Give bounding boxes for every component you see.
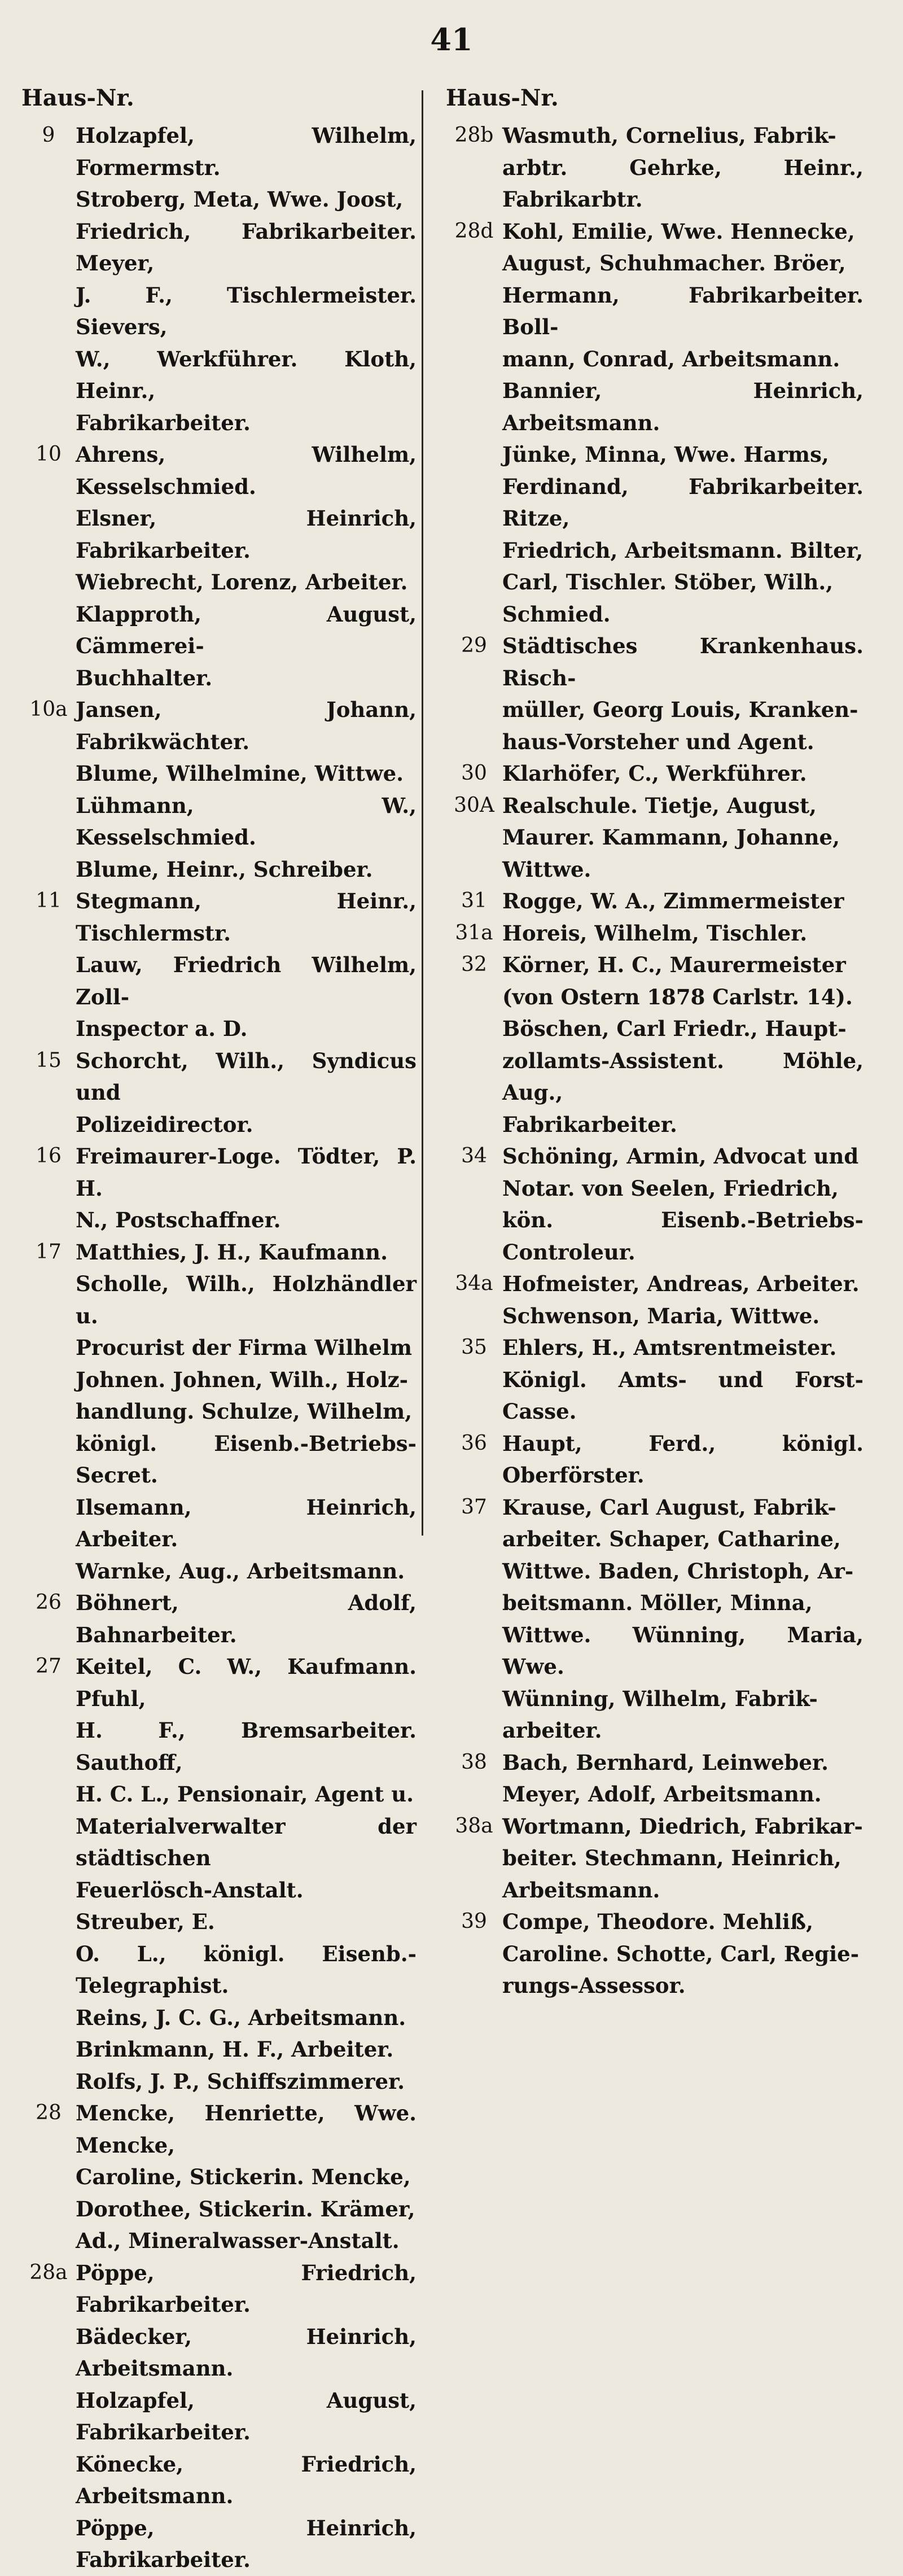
resident-list: [502, 216, 863, 631]
entry-line: Klapproth, August, Cämmerei-: [76, 601, 417, 658]
entry-line: Wasmuth, Cornelius, Fabrik-: [502, 123, 836, 148]
resident-list: [76, 1587, 417, 1651]
entry-line: Lühmann, W., Kesselschmied.: [76, 793, 417, 850]
left-column: [21, 85, 417, 2576]
entry-line: Wünning, Wilhelm, Fabrik-: [502, 1686, 818, 1711]
house-number: 10a: [29, 698, 68, 721]
entry-line: königl. Eisenb.-Betriebs-Secret.: [76, 1431, 417, 1488]
resident-list: [502, 790, 863, 886]
resident-list: [502, 949, 863, 1140]
house-number: 17: [36, 1240, 62, 1263]
directory-entry: [21, 1587, 417, 1651]
entry-line: Klarhöfer, C., Werkführer.: [502, 761, 807, 786]
resident-list: [502, 1140, 863, 1268]
entry-line: Hermann, Fabrikarbeiter. Boll-: [502, 282, 863, 339]
resident-list: [502, 917, 863, 950]
entry-line: Arbeitsmann.: [502, 1877, 660, 1903]
entry-line: Friedrich, Fabrikarbeiter. Meyer,: [76, 218, 417, 275]
resident-list: [502, 630, 863, 758]
entry-line: Johnen. Johnen, Wilh., Holz-: [76, 1367, 409, 1392]
resident-list: [502, 120, 863, 216]
entry-line: Lauw, Friedrich Wilhelm, Zoll-: [76, 952, 417, 1009]
house-number: 28a: [29, 2260, 68, 2284]
entry-line: Maurer. Kammann, Johanne,: [502, 825, 840, 850]
resident-list: [76, 2097, 417, 2257]
house-number: 30A: [454, 793, 494, 817]
house-number: 38a: [455, 1814, 493, 1838]
directory-entry: [21, 120, 417, 439]
entry-line: arbeiter.: [502, 1718, 602, 1743]
entry-line: Königl. Amts- und Forst-Casse.: [502, 1367, 863, 1424]
entry-line: Krause, Carl August, Fabrik-: [502, 1494, 836, 1520]
entry-line: Jünke, Minna, Wwe. Harms,: [502, 442, 829, 467]
entry-line: Schwenson, Maria, Wittwe.: [502, 1303, 820, 1328]
house-number: 37: [461, 1495, 487, 1519]
entry-line: N., Postschaffner.: [76, 1208, 281, 1232]
entry-line: H. C. L., Pensionair, Agent u.: [76, 1782, 414, 1807]
entry-line: Ferdinand, Fabrikarbeiter. Ritze,: [502, 474, 863, 531]
house-number: 26: [36, 1591, 62, 1614]
entry-line: Schmied.: [502, 601, 611, 627]
entry-line: Friedrich, Arbeitsmann. Bilter,: [502, 537, 863, 563]
entry-line: Realschule. Tietje, August,: [502, 793, 817, 818]
entry-line: Fabrikarbeiter.: [76, 410, 251, 435]
house-number: 28b: [454, 124, 494, 147]
entry-line: Holzapfel, August, Fabrikarbeiter.: [76, 2387, 417, 2444]
entry-line: Polizeidirector.: [76, 1112, 253, 1137]
house-number: 27: [36, 1655, 62, 1678]
entry-line: Wittwe. Baden, Christoph, Ar-: [502, 1558, 854, 1584]
entry-line: Freimaurer-Loge. Tödter, P. H.: [76, 1144, 417, 1201]
entry-line: Carl, Tischler. Stöber, Wilh.,: [502, 570, 834, 594]
entry-line: Wiebrecht, Lorenz, Arbeiter.: [76, 570, 408, 594]
entry-line: Inspector a. D.: [76, 1016, 248, 1041]
entry-line: Procurist der Firma Wilhelm: [76, 1335, 413, 1360]
directory-entry: [21, 885, 417, 1045]
directory-entry: [446, 949, 863, 1140]
house-number: 36: [461, 1431, 487, 1455]
entry-line: Körner, H. C., Maurermeister: [502, 952, 846, 977]
entry-line: Stroberg, Meta, Wwe. Joost,: [76, 187, 404, 212]
resident-list: [76, 1045, 417, 1141]
directory-entry: [446, 1810, 863, 1906]
house-number: 28d: [454, 219, 494, 243]
entry-line: müller, Georg Louis, Kranken-: [502, 697, 858, 722]
directory-entry: [446, 885, 863, 917]
entry-line: Matthies, J. H., Kaufmann.: [76, 1239, 388, 1265]
house-number: 31: [461, 889, 487, 912]
house-number: 35: [461, 1336, 487, 1359]
entry-line: Haupt, Ferd., königl. Oberförster.: [502, 1431, 863, 1488]
entry-line: J. F., Tischlermeister. Sievers,: [76, 282, 417, 339]
directory-entry: [446, 1332, 863, 1428]
entry-line: Holzapfel, Wilhelm, Formermstr.: [76, 123, 417, 180]
entry-line: Caroline. Schotte, Carl, Regie-: [502, 1941, 860, 1966]
entry-line: Stegmann, Heinr., Tischlermstr.: [76, 889, 417, 946]
directory-entry: [21, 1651, 417, 2097]
entry-line: Scholle, Wilh., Holzhändler u.: [76, 1271, 417, 1328]
entry-line: Blume, Heinr., Schreiber.: [76, 856, 373, 882]
entry-line: Pöppe, Heinrich, Fabrikarbeiter.: [76, 2515, 417, 2572]
entry-line: Brinkmann, H. F., Arbeiter.: [76, 2037, 394, 2062]
entry-line: (von Ostern 1878 Carlstr. 14).: [502, 984, 853, 1009]
directory-entry: [21, 439, 417, 694]
entry-line: Wittwe. Wünning, Maria, Wwe.: [502, 1622, 863, 1679]
entry-line: Warnke, Aug., Arbeitsmann.: [76, 1558, 405, 1584]
house-number: 30: [461, 762, 487, 785]
directory-entry: [446, 758, 863, 790]
resident-list: [76, 2257, 417, 2576]
entry-line: Böschen, Carl Friedr., Haupt-: [502, 1016, 847, 1041]
column-divider: [422, 90, 423, 1536]
entry-line: Rolfs, J. P., Schiffszimmerer.: [76, 2068, 405, 2094]
entry-line: Feuerlösch-Anstalt. Streuber, E.: [76, 1877, 304, 1934]
directory-entry: [446, 1428, 863, 1492]
entry-line: arbeiter. Schaper, Catharine,: [502, 1527, 841, 1551]
resident-list: [502, 758, 863, 790]
entry-line: Böhnert, Adolf, Bahnarbeiter.: [76, 1590, 417, 1647]
entry-line: haus-Vorsteher und Agent.: [502, 729, 814, 754]
entry-line: arbtr. Gehrke, Heinr., Fabrikarbtr.: [502, 155, 863, 212]
entry-line: Bannier, Heinrich, Arbeitsmann.: [502, 378, 863, 435]
entry-line: Ahrens, Wilhelm, Kesselschmied.: [76, 442, 417, 499]
house-number: 29: [461, 634, 487, 657]
entry-line: Meyer, Adolf, Arbeitsmann.: [502, 1782, 822, 1807]
entry-line: Schöning, Armin, Advocat und: [502, 1144, 859, 1169]
house-number-header: Haus-Nr.: [21, 85, 134, 111]
directory-entry: [446, 216, 863, 631]
directory-entry: [446, 1492, 863, 1747]
page-number: 41: [430, 21, 473, 58]
entry-line: Hofmeister, Andreas, Arbeiter.: [502, 1271, 860, 1296]
house-number: 38: [461, 1750, 487, 1774]
directory-entry: [446, 917, 863, 950]
house-number: 39: [461, 1910, 487, 1933]
entry-line: Bach, Bernhard, Leinweber.: [502, 1750, 829, 1775]
entry-line: Schorcht, Wilh., Syndicus und: [76, 1048, 417, 1105]
entry-line: rungs-Assessor.: [502, 1973, 686, 1998]
entry-line: Mencke, Henriette, Wwe. Mencke,: [76, 2101, 417, 2158]
directory-entry: [21, 1045, 417, 1141]
entry-line: handlung. Schulze, Wilhelm,: [76, 1399, 413, 1424]
entry-line: Buchhalter.: [76, 665, 213, 690]
house-number: 15: [36, 1048, 62, 1072]
entry-line: kön. Eisenb.-Betriebs-Controleur.: [502, 1208, 863, 1265]
entry-list: [446, 120, 863, 2002]
resident-list: [76, 439, 417, 694]
resident-list: [502, 885, 863, 917]
resident-list: [502, 1906, 863, 2002]
directory-entry: [446, 120, 863, 216]
house-number: 9: [42, 124, 55, 147]
entry-line: Wittwe.: [502, 856, 591, 882]
entry-line: Wortmann, Diedrich, Fabrikar-: [502, 1813, 863, 1839]
entry-line: Ehlers, H., Amtsrentmeister.: [502, 1335, 837, 1360]
entry-line: Ilsemann, Heinrich, Arbeiter.: [76, 1494, 417, 1551]
directory-entry: [21, 1140, 417, 1236]
entry-line: O. L., königl. Eisenb.-Telegraphist.: [76, 1941, 417, 1998]
entry-line: zollamts-Assistent. Möhle, Aug.,: [502, 1048, 863, 1105]
entry-line: Notar. von Seelen, Friedrich,: [502, 1175, 839, 1201]
resident-list: [76, 120, 417, 439]
entry-line: Dorothee, Stickerin. Krämer,: [76, 2196, 415, 2221]
house-number: 34a: [455, 1272, 493, 1295]
entry-line: Kohl, Emilie, Wwe. Hennecke,: [502, 218, 855, 244]
resident-list: [76, 1236, 417, 1587]
entry-line: Elsner, Heinrich, Fabrikarbeiter.: [76, 506, 417, 563]
house-number: 16: [36, 1144, 62, 1167]
resident-list: [76, 1140, 417, 1236]
entry-line: Bädecker, Heinrich, Arbeitsmann.: [76, 2324, 417, 2381]
directory-entry: [446, 1268, 863, 1332]
entry-line: Jansen, Johann, Fabrikwächter.: [76, 697, 417, 754]
resident-list: [502, 1492, 863, 1747]
entry-line: Compe, Theodore. Mehliß,: [502, 1909, 813, 1934]
resident-list: [502, 1268, 863, 1332]
house-number: 28: [36, 2101, 62, 2124]
house-number: 10: [36, 443, 62, 466]
directory-entry: [21, 2097, 417, 2257]
directory-entry: [446, 1747, 863, 1810]
entry-line: Städtisches Krankenhaus. Risch-: [502, 633, 863, 690]
entry-list: [21, 120, 417, 2576]
house-number-header: Haus-Nr.: [446, 85, 559, 111]
house-number: 11: [36, 889, 62, 912]
entry-line: Keitel, C. W., Kaufmann. Pfuhl,: [76, 1654, 417, 1711]
entry-line: beitsmann. Möller, Minna,: [502, 1590, 813, 1615]
entry-line: August, Schuhmacher. Bröer,: [502, 251, 846, 275]
entry-line: Könecke, Friedrich, Arbeitsmann.: [76, 2451, 417, 2508]
resident-list: [502, 1332, 863, 1428]
directory-entry: [446, 630, 863, 758]
house-number: 34: [461, 1144, 487, 1167]
entry-line: Rogge, W. A., Zimmermeister: [502, 889, 844, 913]
directory-entry: [446, 790, 863, 886]
entry-line: Pöppe, Friedrich, Fabrikarbeiter.: [76, 2260, 417, 2317]
entry-line: mann, Conrad, Arbeitsmann.: [502, 346, 840, 371]
resident-list: [76, 885, 417, 1045]
entry-line: beiter. Stechmann, Heinrich,: [502, 1845, 841, 1870]
directory-entry: [21, 1236, 417, 1587]
entry-line: Materialverwalter der städtischen: [76, 1813, 417, 1870]
entry-line: Blume, Wilhelmine, Wittwe.: [76, 761, 404, 786]
resident-list: [76, 1651, 417, 2097]
right-column: [446, 85, 863, 2002]
directory-entry: [446, 1140, 863, 1268]
entry-line: Ad., Mineralwasser-Anstalt.: [76, 2228, 400, 2253]
resident-list: [76, 694, 417, 885]
resident-list: [502, 1810, 863, 1906]
entry-line: Fabrikarbeiter.: [502, 1112, 677, 1137]
entry-line: W., Werkführer. Kloth, Heinr.,: [76, 346, 417, 403]
resident-list: [502, 1747, 863, 1810]
house-number: 32: [461, 953, 487, 976]
directory-entry: [446, 1906, 863, 2002]
directory-entry: [21, 2257, 417, 2576]
directory-entry: [21, 694, 417, 885]
entry-line: H. F., Bremsarbeiter. Sauthoff,: [76, 1718, 417, 1775]
entry-line: Reins, J. C. G., Arbeitsmann.: [76, 2005, 406, 2030]
resident-list: [502, 1428, 863, 1492]
entry-line: Caroline, Stickerin. Mencke,: [76, 2164, 411, 2189]
entry-line: Horeis, Wilhelm, Tischler.: [502, 920, 808, 946]
house-number: 31a: [455, 921, 493, 944]
